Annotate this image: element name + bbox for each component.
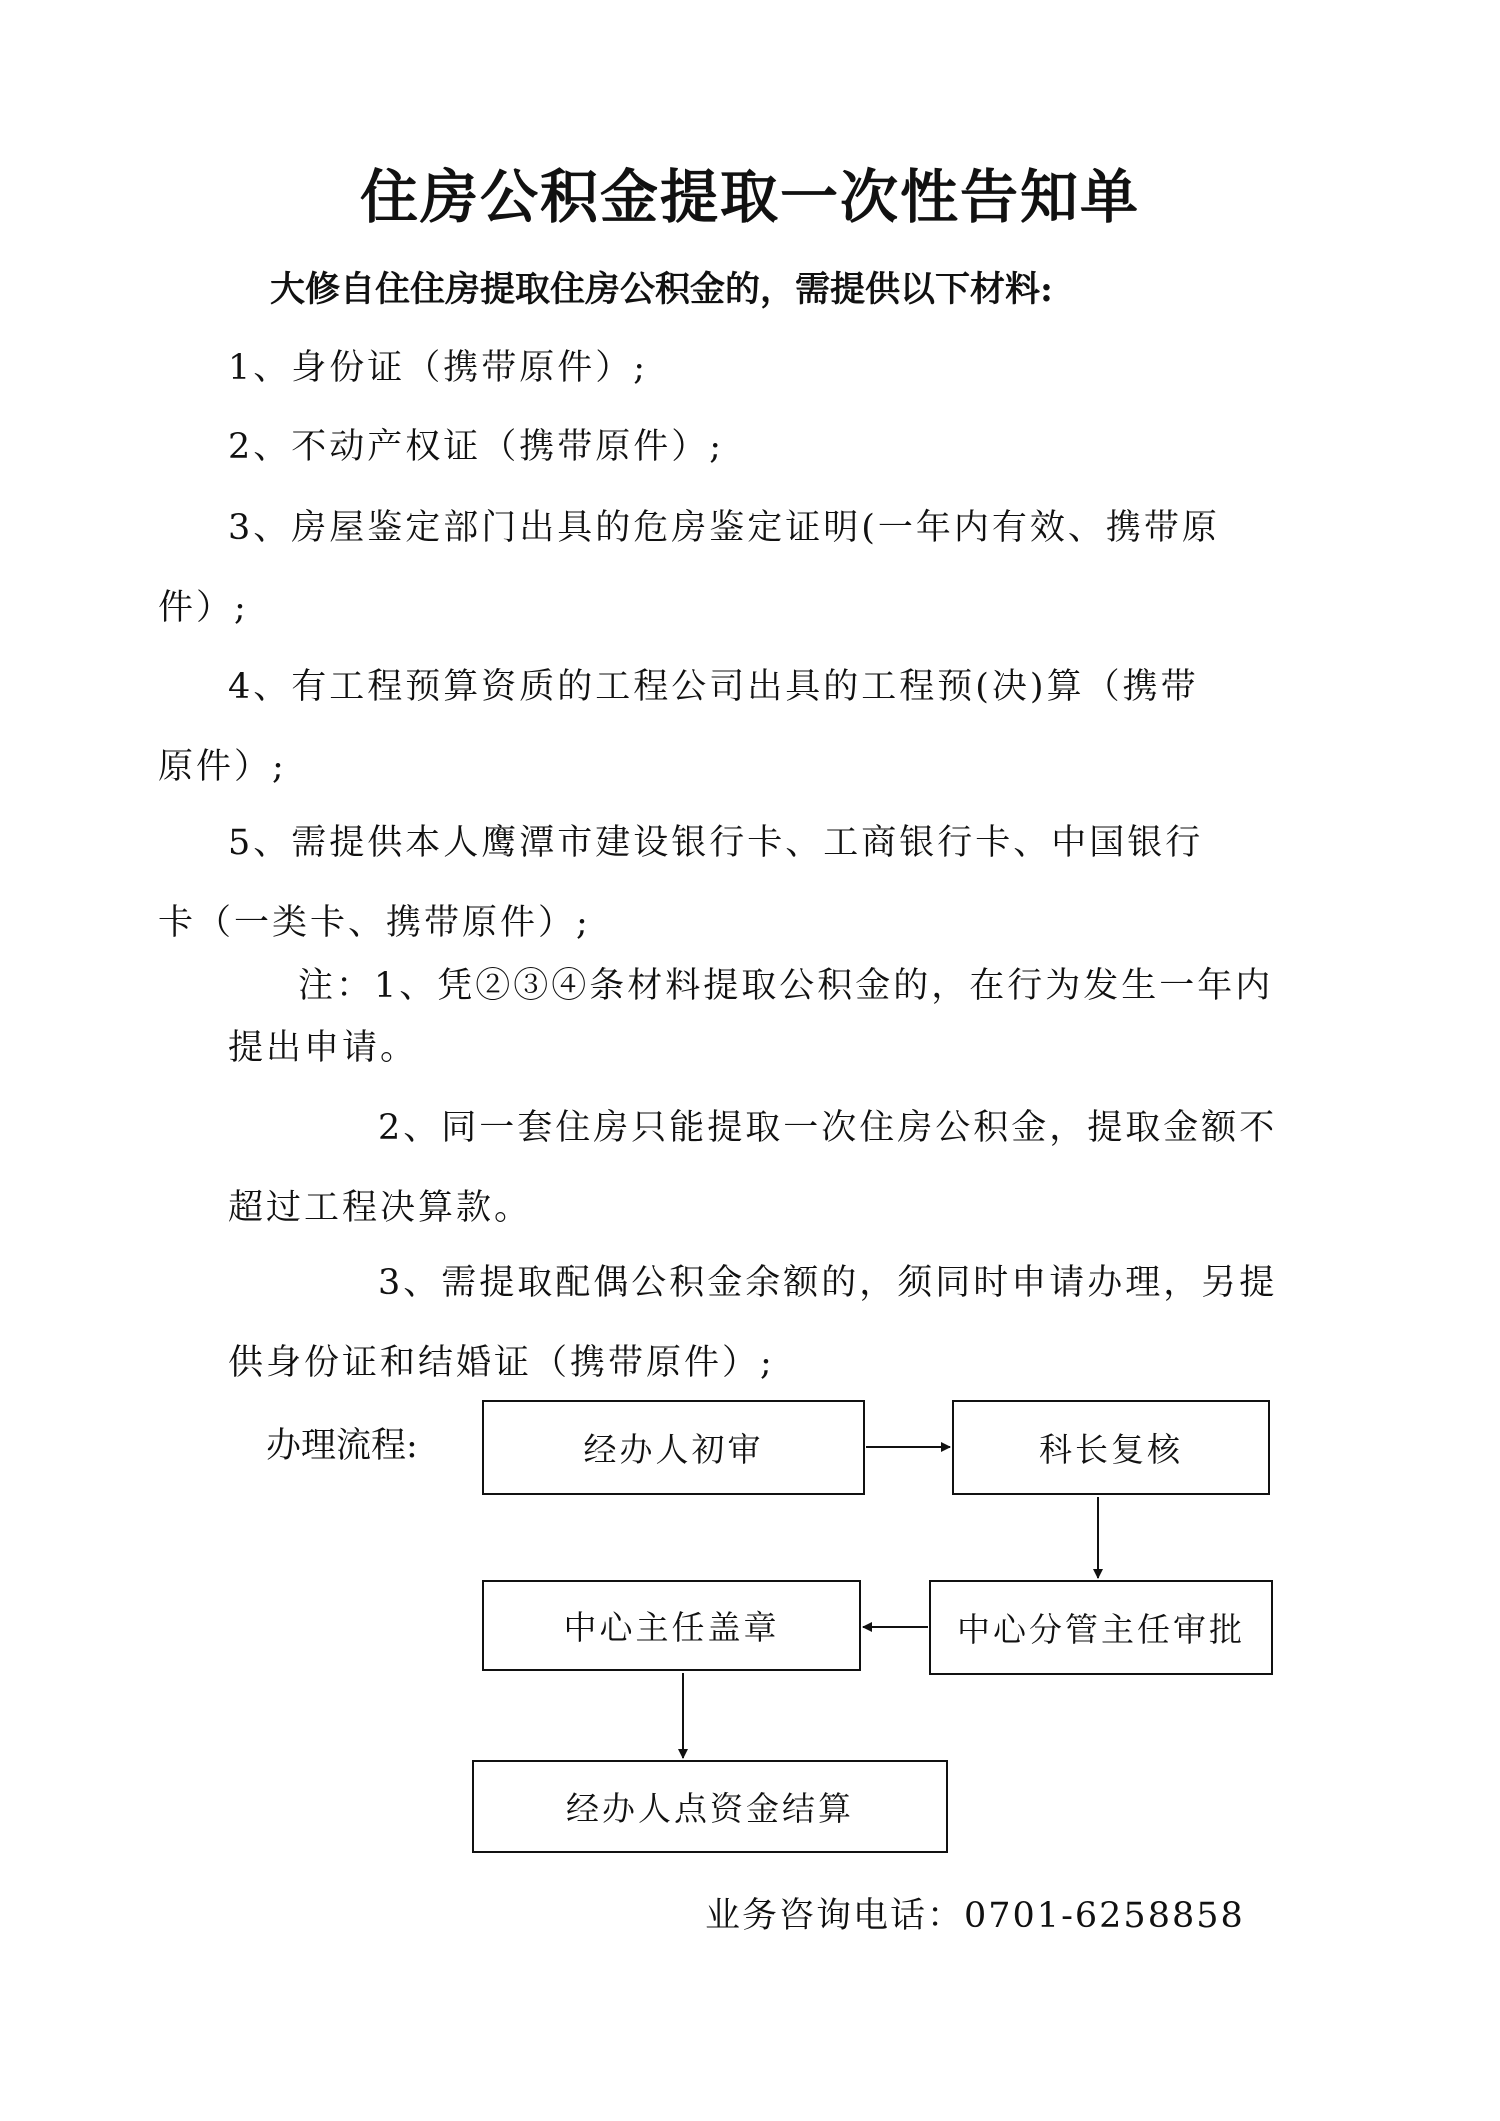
material-3-line-1: 3、房屋鉴定部门出具的危房鉴定证明(一年内有效、携带原 [228, 508, 1220, 548]
step-section-chief-review: 科长复核 [952, 1400, 1270, 1495]
step-deputy-director-approval: 中心分管主任审批 [929, 1580, 1273, 1675]
note-1-line-1: 注：1、凭②③④条材料提取公积金的，在行为发生一年内 [298, 966, 1274, 1006]
material-5-line-1: 5、需提供本人鹰潭市建设银行卡、工商银行卡、中国银行 [228, 823, 1204, 863]
contact-phone: 业务咨询电话：0701-6258858 [705, 1896, 1245, 1936]
step-initial-review: 经办人初审 [482, 1400, 865, 1495]
process-label: 办理流程: [266, 1426, 418, 1466]
step-fund-settlement: 经办人点资金结算 [472, 1760, 948, 1853]
material-1-text: 1、身份证（携带原件）; [228, 348, 649, 388]
material-4-line-2: 原件）; [158, 747, 287, 787]
material-3-line-2: 件）; [158, 588, 249, 628]
subtitle: 大修自住住房提取住房公积金的，需提供以下材料: [270, 269, 1053, 310]
note-2-line-2: 超过工程决算款。 [228, 1188, 533, 1228]
note-2-line-1: 2、同一套住房只能提取一次住房公积金，提取金额不 [378, 1108, 1278, 1148]
note-1-line-2: 提出申请。 [228, 1028, 419, 1068]
page-title: 住房公积金提取一次性告知单 [359, 163, 1140, 231]
note-3-line-1: 3、需提取配偶公积金余额的，须同时申请办理，另提 [378, 1263, 1278, 1303]
material-2-text: 2、不动产权证（携带原件）; [228, 427, 725, 467]
material-4-line-1: 4、有工程预算资质的工程公司出具的工程预(决)算（携带 [228, 667, 1199, 707]
material-5-line-2: 卡（一类卡、携带原件）; [158, 903, 591, 943]
note-3-line-2: 供身份证和结婚证（携带原件）; [228, 1343, 775, 1383]
step-director-stamp: 中心主任盖章 [482, 1580, 861, 1671]
